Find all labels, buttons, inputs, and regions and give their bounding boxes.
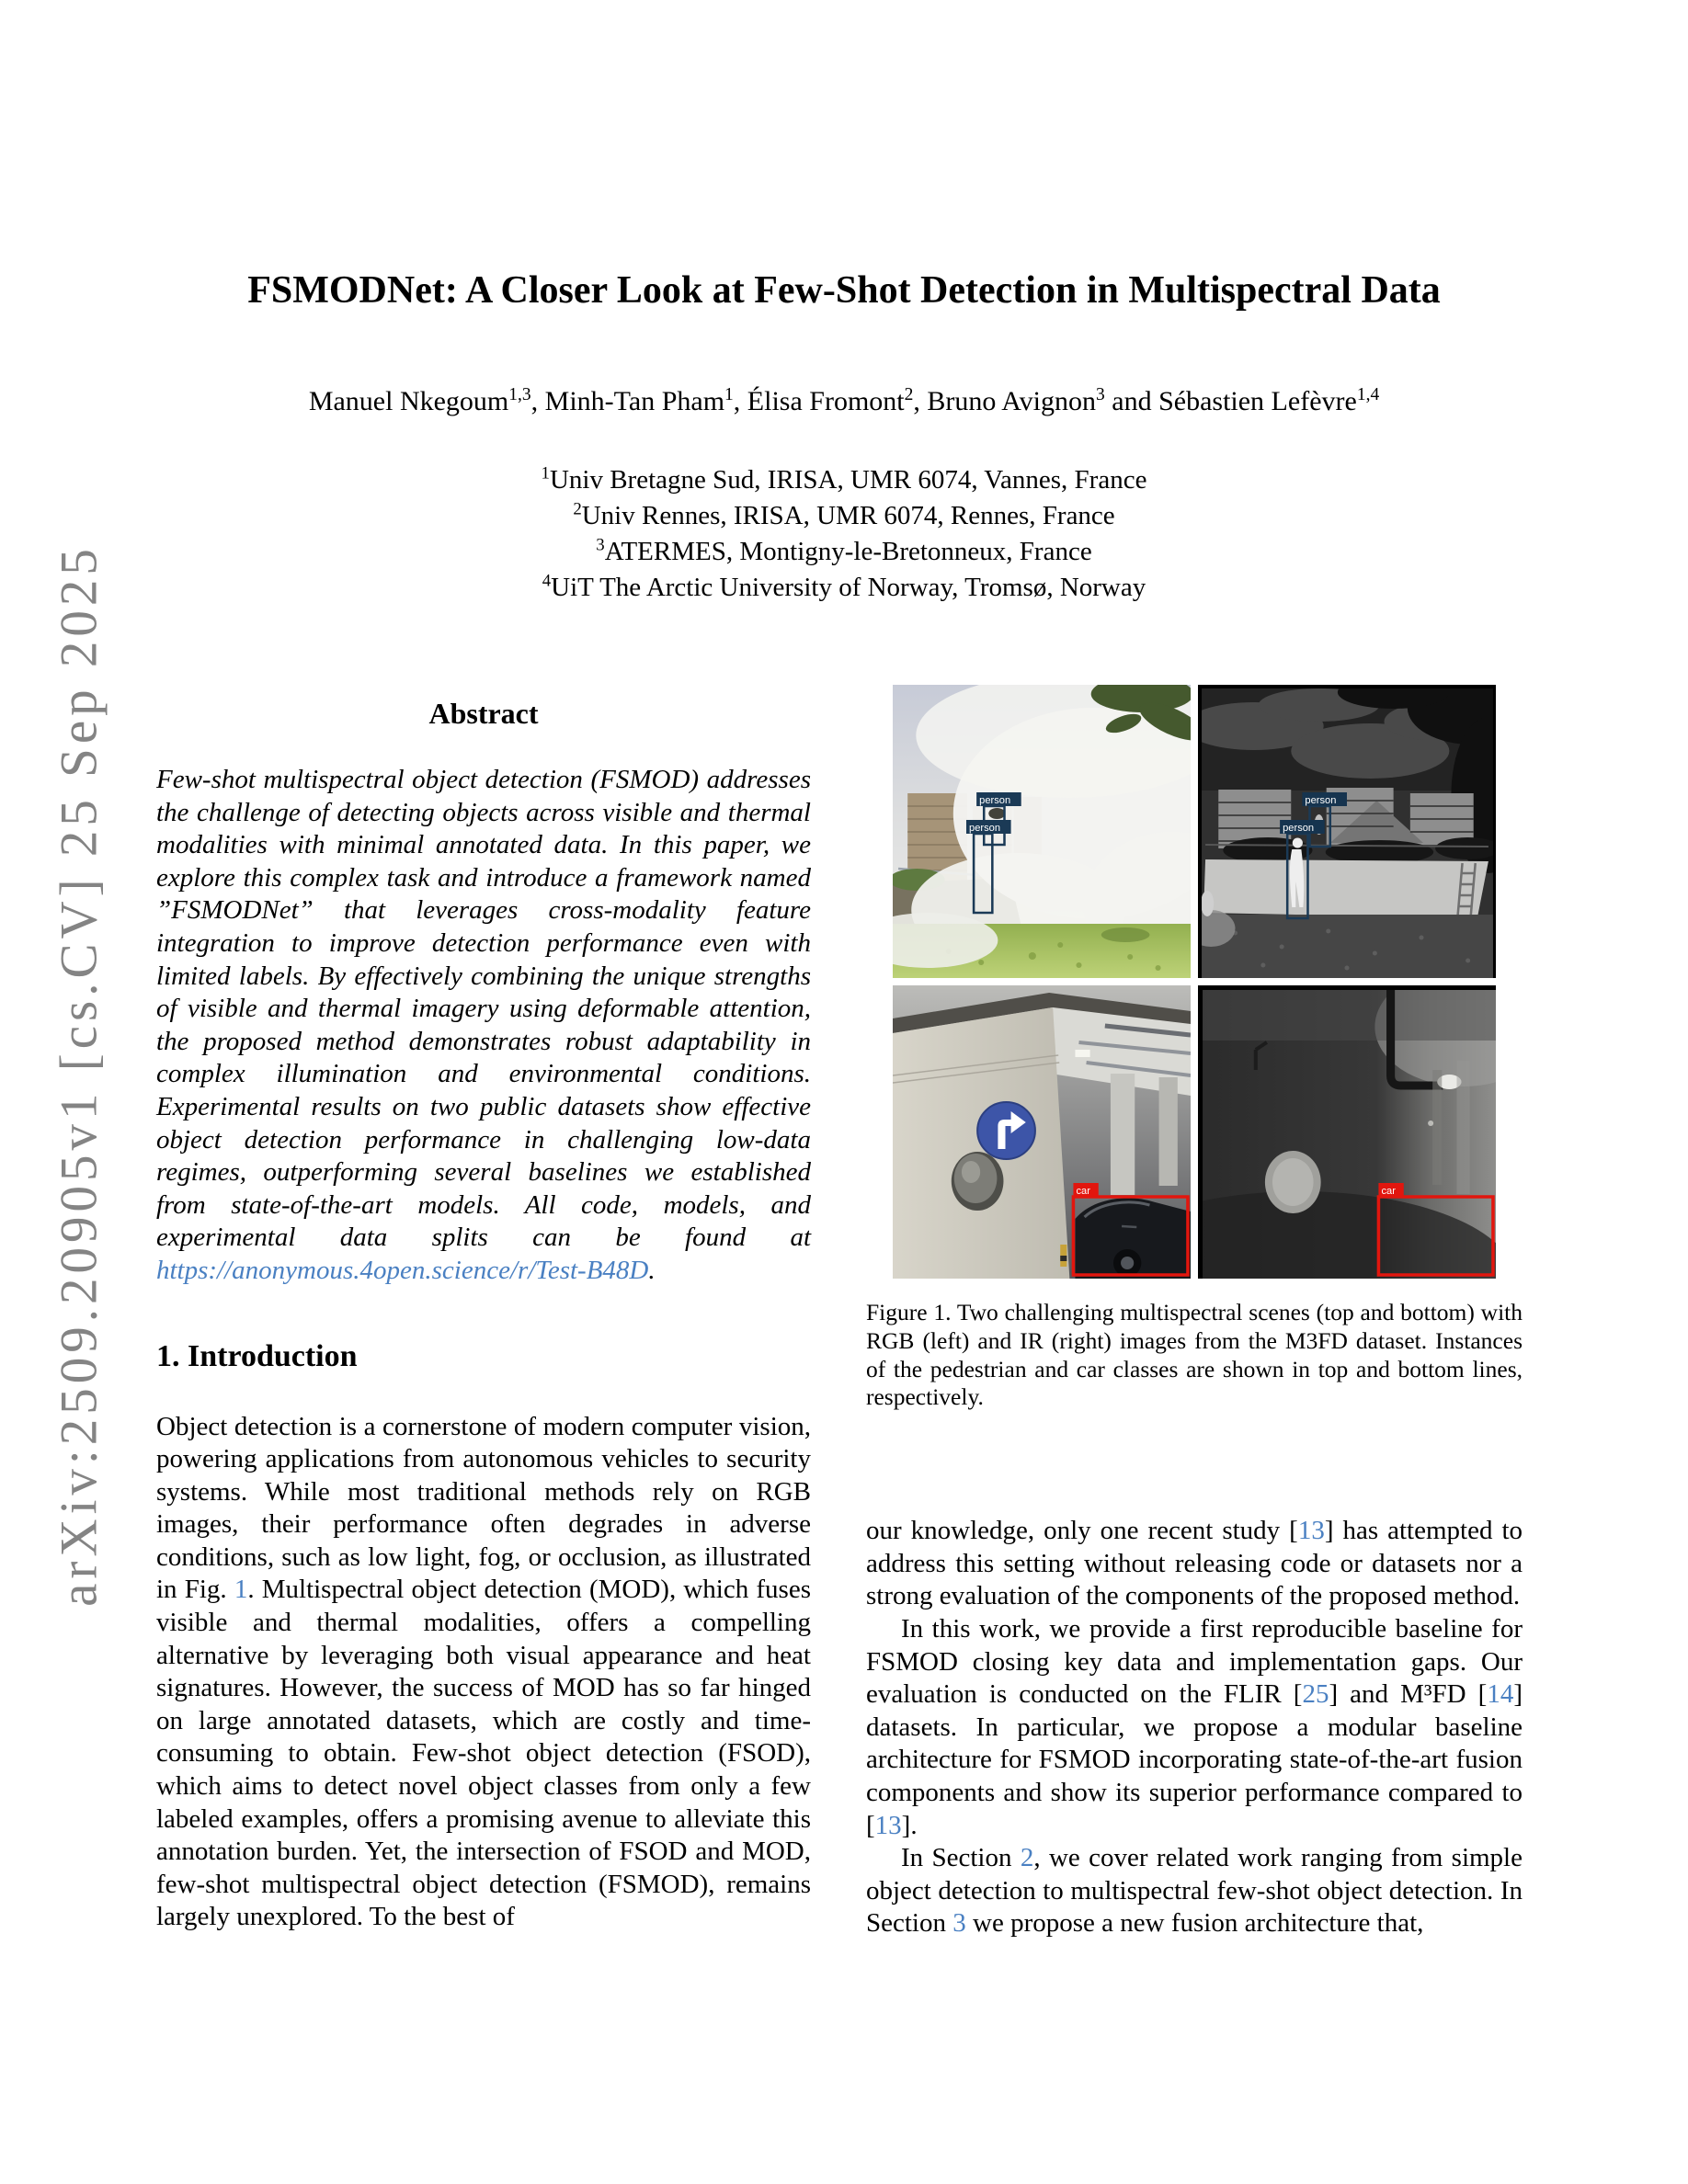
- affiliation-line-1: $^1$Univ Bretagne Sud, IRISA, UMR 6074, Vannes, France: [541, 463, 1147, 495]
- figure-caption-label: Figure 1.: [866, 1299, 952, 1325]
- affiliations-block: [0, 462, 1688, 606]
- person-label: person: [979, 795, 1011, 806]
- figure-1: [893, 685, 1496, 1279]
- paper-title: FSMODNet: A Closer Look at Few-Shot Detection in Multispectral Data: [247, 269, 1441, 312]
- affiliation-line-2: $^2$Univ Rennes, IRISA, UMR 6074, Rennes, France: [573, 499, 1115, 530]
- car-label: car: [1076, 1186, 1090, 1197]
- abstract-text: Few-shot multispectral object detection (FSMOD) addresses the challenge of detecting objects across visible and thermal modalities with minimal annotated data. In this paper, we explore this complex task and introduce a framework named ”FSMODNet” that leverages cross-modality feature integration to improve detection performance even with limited labels. By effectively combining the unique strengths of visible and thermal imagery using deformable attention, the proposed method demonstrates robust adaptability in complex illumination and environmental conditions. Experimental results on two public datasets show effective object detection performance in challenging low-data regimes, outperforming several baselines we established from state-of-the-art models. All code, models, and experimental data splits can be found at https://anonymous.4open.science/r/Test-B48D.: [156, 765, 811, 1285]
- reference-link[interactable]: 25: [1302, 1679, 1329, 1710]
- figure-caption-text: Two challenging multispectral scenes (top and bottom) with RGB (left) and IR (right) images from the M3FD dataset. Instances of the pedestrian and car classes are shown in top and bottom lines, respectively.: [866, 1299, 1523, 1411]
- right-column-text: [866, 1515, 1523, 1940]
- left-column: [156, 697, 811, 1934]
- figure-panel-ir-garage: [1198, 985, 1496, 1279]
- car-label: car: [1381, 1186, 1396, 1197]
- affiliation-line-4: $^4$UiT The Arctic University of Norway, Tromsø, Norway: [542, 571, 1146, 602]
- figure-panel-ir-fog: [1198, 685, 1496, 978]
- right-column: [866, 685, 1523, 1940]
- figure-panel-rgb-fog: [893, 685, 1191, 978]
- figure-panel-rgb-garage: [893, 985, 1191, 1279]
- reference-link[interactable]: 13: [1297, 1516, 1325, 1546]
- convex-mirror: [952, 1152, 1004, 1211]
- affiliation-line-3: $^3$ATERMES, Montigny-le-Bretonneux, France: [596, 535, 1092, 566]
- car-shape: [1075, 1198, 1191, 1279]
- authors-line: Manuel Nkegoum$^{1,3}$, Minh-Tan Pham$^1$, Élisa Fromont$^2$, Bruno Avignon$^3$ and Sébastien Lefèvre$^{1,4}$: [308, 385, 1380, 416]
- person-label: person: [1305, 795, 1337, 806]
- reference-link[interactable]: 3: [952, 1908, 966, 1939]
- reference-link[interactable]: 2: [1020, 1843, 1034, 1873]
- body-paragraph: In this work, we provide a first reproducible baseline for FSMOD closing key data and implementation gaps. Our evaluation is conducted on the FLIR [25] and M³FD [14] datasets. In particular, we propose a modular baseline architecture for FSMOD incorporating state-of-the-art fusion components and show its superior performance compared to [13].: [866, 1613, 1523, 1840]
- reference-link[interactable]: 13: [874, 1810, 902, 1840]
- body-paragraph: our knowledge, only one recent study [13] has attempted to address this setting without releasing code or datasets nor a strong evaluation of the components of the proposed method.: [866, 1516, 1523, 1611]
- arxiv-watermark: arXiv:2509.20905v1 [cs.CV] 25 Sep 2025: [50, 544, 108, 1607]
- figure-caption: [866, 1299, 1523, 1412]
- person-label: person: [1283, 823, 1315, 834]
- body-paragraph: In Section 2, we cover related work ranging from simple object detection to multispectral few-shot object detection. In Section 3 we propose a new fusion architecture that,: [866, 1843, 1523, 1939]
- section-heading-introduction: 1. Introduction: [156, 1338, 358, 1373]
- person-label: person: [969, 823, 1001, 834]
- reference-link[interactable]: https://anonymous.4open.science/r/Test-B48D: [156, 1255, 649, 1285]
- reference-link[interactable]: 14: [1487, 1679, 1514, 1710]
- intro-paragraph: Object detection is a cornerstone of modern computer vision, powering applications from autonomous vehicles to security systems. While most traditional methods rely on RGB images, their performance often degrades in adverse conditions, such as low light, fog, or occlusion, as illustrated in Fig. 1. Multispectral object detection (MOD), which fuses visible and thermal modalities, offers a compelling alternative by leveraging both visual appearance and heat signatures. However, the success of MOD has so far hinged on large annotated datasets, which are costly and time-consuming to obtain. Few-shot object detection (FSOD), which aims to detect novel object classes from only a few labeled examples, offers a promising avenue to alleviate this annotation burden. Yet, the intersection of FSOD and MOD, few-shot multispectral object detection (FSMOD), remains largely unexplored. To the best of: [156, 1411, 811, 1932]
- blue-arrow-sign: [977, 1102, 1035, 1159]
- reference-link[interactable]: 1: [234, 1575, 248, 1605]
- abstract-heading: Abstract: [428, 697, 539, 730]
- wall: [1203, 859, 1488, 918]
